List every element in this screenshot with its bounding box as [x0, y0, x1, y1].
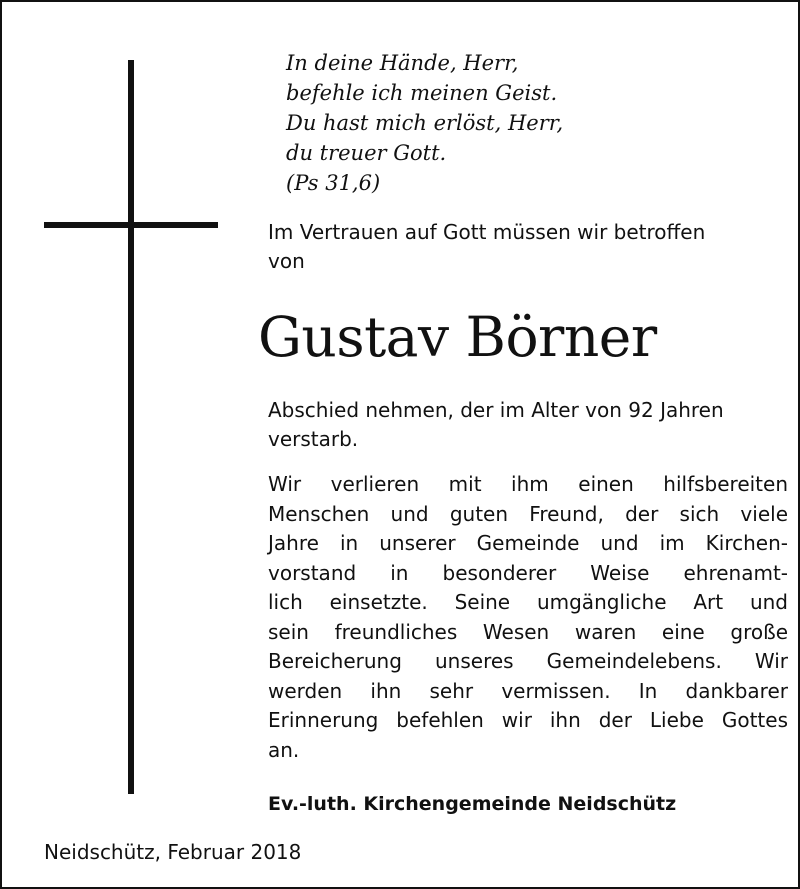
place-date: Neidschütz, Februar 2018: [44, 840, 302, 864]
deceased-name: Gustav Börner: [258, 305, 657, 369]
cross-vertical-bar: [128, 60, 134, 794]
tribute-text: [268, 470, 788, 765]
verse-line: In deine Hände, Herr,: [286, 51, 519, 75]
psalm-verse: [286, 48, 563, 198]
intro-text: Im Vertrauen auf Gott müssen wir betroffen von: [268, 220, 706, 273]
farewell-text: Abschied nehmen, der im Alter von 92 Jahren verstarb.: [268, 398, 724, 451]
verse-line: du treuer Gott.: [286, 141, 447, 165]
tribute-line: Menschen und guten Freund, der sich viele: [268, 501, 788, 526]
tribute-line: werden ihn sehr vermissen. In dankbarer: [268, 678, 788, 703]
tribute-line: an.: [268, 737, 300, 762]
verse-line: Du hast mich erlöst, Herr,: [286, 111, 564, 135]
tribute-line: Wir verlieren mit ihm einen hilfsbereiten: [268, 472, 788, 496]
tribute-line: lich einsetzte. Seine umgängliche Art und: [268, 590, 788, 614]
verse-line: befehle ich meinen Geist.: [286, 81, 558, 105]
tribute-line: Erinnerung befehlen wir ihn der Liebe Gottes: [268, 708, 788, 732]
verse-reference: (Ps 31,6): [286, 171, 381, 195]
tribute-line: vorstand in besonderer Weise ehrenamt-: [268, 560, 788, 585]
tribute-line: Jahre in unserer Gemeinde und im Kirchen-: [268, 531, 788, 555]
signature: Ev.-luth. Kirchengemeinde Neidschütz: [268, 793, 677, 815]
tribute-line: Bereicherung unseres Gemeindelebens. Wir: [268, 649, 788, 673]
tribute-line: sein freundliches Wesen waren eine große: [268, 619, 788, 644]
cross-horizontal-bar: [44, 222, 218, 228]
